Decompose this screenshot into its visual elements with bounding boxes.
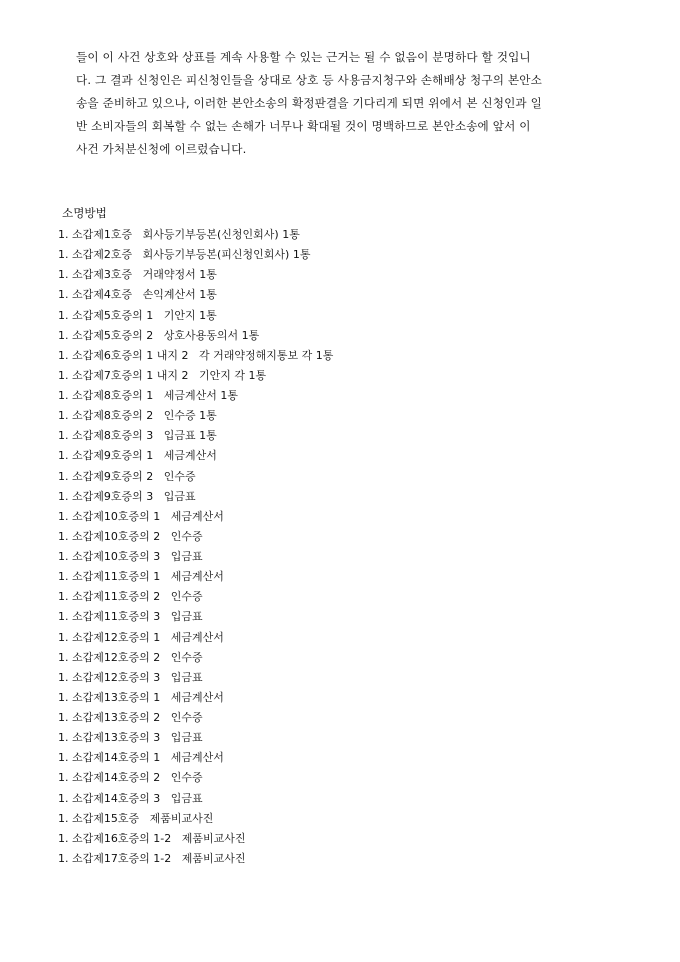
evidence-item	[58, 547, 333, 567]
evidence-item	[58, 386, 333, 406]
evidence-description: 세금계산서	[163, 449, 217, 463]
evidence-description: 세금계산서	[170, 570, 224, 584]
evidence-item	[58, 587, 333, 607]
evidence-item	[58, 306, 333, 326]
evidence-label: 1. 소갑제11호증의 2	[58, 590, 161, 604]
evidence-description: 인수증 1통	[163, 409, 217, 423]
evidence-label: 1. 소갑제14호증의 1	[58, 751, 161, 765]
section-heading: 소명방법	[62, 206, 107, 220]
evidence-item	[58, 406, 333, 426]
evidence-label: 1. 소갑제9호증의 2	[58, 469, 154, 483]
evidence-label: 1. 소갑제1호증	[58, 228, 133, 241]
evidence-label: 1. 소갑제11호증의 1	[58, 570, 161, 584]
evidence-description: 각 거래약정해지통보 각 1통	[198, 348, 334, 362]
evidence-description: 기안지 1통	[163, 308, 217, 322]
evidence-description: 인수증	[170, 529, 203, 543]
evidence-description: 기안지 각 1통	[198, 368, 267, 382]
evidence-item	[58, 789, 333, 809]
evidence-item	[58, 748, 333, 768]
evidence-label: 1. 소갑제8호증의 1	[58, 389, 154, 402]
evidence-label: 1. 소갑제9호증의 1	[58, 449, 154, 463]
evidence-label: 1. 소갑제4호증	[58, 288, 133, 302]
evidence-label: 1. 소갑제5호증의 2	[58, 328, 154, 342]
body-paragraph	[76, 46, 626, 161]
evidence-description: 인수증	[163, 469, 196, 483]
evidence-item	[58, 326, 333, 346]
evidence-description: 입금표	[170, 670, 203, 684]
evidence-item	[58, 849, 333, 869]
evidence-label: 1. 소갑제17호증의 1-2	[58, 851, 172, 865]
evidence-description: 입금표	[163, 489, 196, 503]
evidence-label: 1. 소갑제2호증	[58, 248, 133, 262]
evidence-label: 1. 소갑제13호증의 1	[58, 690, 161, 704]
evidence-description: 인수증	[170, 650, 203, 664]
evidence-description: 세금계산서	[170, 751, 224, 765]
evidence-description: 상호사용동의서 1통	[163, 328, 260, 342]
evidence-label: 1. 소갑제10호증의 2	[58, 529, 161, 543]
evidence-description: 입금표	[170, 550, 203, 563]
evidence-item	[58, 728, 333, 748]
evidence-label: 1. 소갑제3호증	[58, 268, 133, 282]
evidence-item	[58, 426, 333, 446]
evidence-description: 세금계산서 1통	[163, 389, 239, 402]
evidence-item	[58, 366, 333, 386]
paragraph-line: 반 소비자들의 회복할 수 없는 손해가 너무나 확대될 것이 명백하므로 본안소송에 앞서 이	[76, 119, 531, 133]
evidence-label: 1. 소갑제10호증의 3	[58, 550, 161, 563]
evidence-item	[58, 245, 333, 265]
evidence-list	[58, 225, 333, 869]
evidence-label: 1. 소갑제9호증의 3	[58, 489, 154, 503]
evidence-item	[58, 567, 333, 587]
evidence-description: 거래약정서 1통	[142, 268, 217, 282]
evidence-description: 세금계산서	[170, 630, 224, 644]
evidence-description: 손익계산서 1통	[142, 288, 217, 302]
evidence-label: 1. 소갑제13호증의 3	[58, 731, 161, 745]
evidence-description: 제품비교사진	[181, 851, 246, 865]
evidence-label: 1. 소갑제12호증의 2	[58, 650, 161, 664]
evidence-item	[58, 346, 333, 366]
evidence-label: 1. 소갑제14호증의 3	[58, 791, 161, 805]
evidence-description: 제품비교사진	[149, 811, 214, 825]
evidence-item	[58, 446, 333, 466]
evidence-item	[58, 265, 333, 285]
evidence-item	[58, 668, 333, 688]
evidence-label: 1. 소갑제11호증의 3	[58, 610, 161, 624]
evidence-item	[58, 607, 333, 627]
evidence-label: 1. 소갑제10호증의 1	[58, 509, 161, 523]
evidence-description: 세금계산서	[170, 690, 224, 704]
evidence-label: 1. 소갑제15호증	[58, 811, 140, 825]
evidence-item	[58, 285, 333, 305]
paragraph-line: 송을 준비하고 있으나, 이러한 본안소송의 확정판결을 기다리게 되면 위에서 본 신청인과 일	[76, 96, 542, 110]
paragraph-line: 들이 이 사건 상호와 상표를 계속 사용할 수 있는 근거는 될 수 없음이 분명하다 할 것입니	[76, 50, 531, 64]
evidence-label: 1. 소갑제8호증의 3	[58, 429, 154, 443]
evidence-description: 회사등기부등본(피신청인회사) 1통	[142, 248, 311, 262]
evidence-item	[58, 628, 333, 648]
evidence-item	[58, 648, 333, 668]
evidence-description: 인수증	[170, 771, 203, 785]
evidence-label: 1. 소갑제16호증의 1-2	[58, 831, 172, 845]
evidence-description: 세금계산서	[170, 509, 224, 523]
evidence-item	[58, 467, 333, 487]
evidence-item	[58, 507, 333, 527]
evidence-label: 1. 소갑제6호증의 1 내지 2	[58, 348, 189, 362]
evidence-description: 입금표	[170, 610, 203, 624]
evidence-item	[58, 688, 333, 708]
paragraph-line: 다. 그 결과 신청인은 피신청인들을 상대로 상호 등 사용금지청구와 손해배상 청구의 본안소	[76, 73, 542, 87]
evidence-label: 1. 소갑제13호증의 2	[58, 711, 161, 724]
evidence-item	[58, 768, 333, 788]
evidence-description: 입금표	[170, 731, 203, 745]
evidence-description: 입금표	[170, 791, 203, 805]
evidence-label: 1. 소갑제12호증의 3	[58, 670, 161, 684]
evidence-description: 인수증	[170, 711, 203, 724]
evidence-item	[58, 487, 333, 507]
evidence-description: 입금표 1통	[163, 429, 217, 443]
evidence-description: 제품비교사진	[181, 831, 246, 845]
evidence-item	[58, 809, 333, 829]
evidence-label: 1. 소갑제5호증의 1	[58, 308, 154, 322]
evidence-label: 1. 소갑제8호증의 2	[58, 409, 154, 423]
evidence-label: 1. 소갑제14호증의 2	[58, 771, 161, 785]
evidence-item	[58, 829, 333, 849]
evidence-description: 인수증	[170, 590, 203, 604]
evidence-label: 1. 소갑제12호증의 1	[58, 630, 161, 644]
evidence-item	[58, 225, 333, 245]
evidence-label: 1. 소갑제7호증의 1 내지 2	[58, 368, 189, 382]
evidence-description: 회사등기부등본(신청인회사) 1통	[142, 228, 300, 241]
paragraph-line: 사건 가처분신청에 이르렀습니다.	[76, 142, 247, 156]
evidence-item	[58, 708, 333, 728]
evidence-item	[58, 527, 333, 547]
